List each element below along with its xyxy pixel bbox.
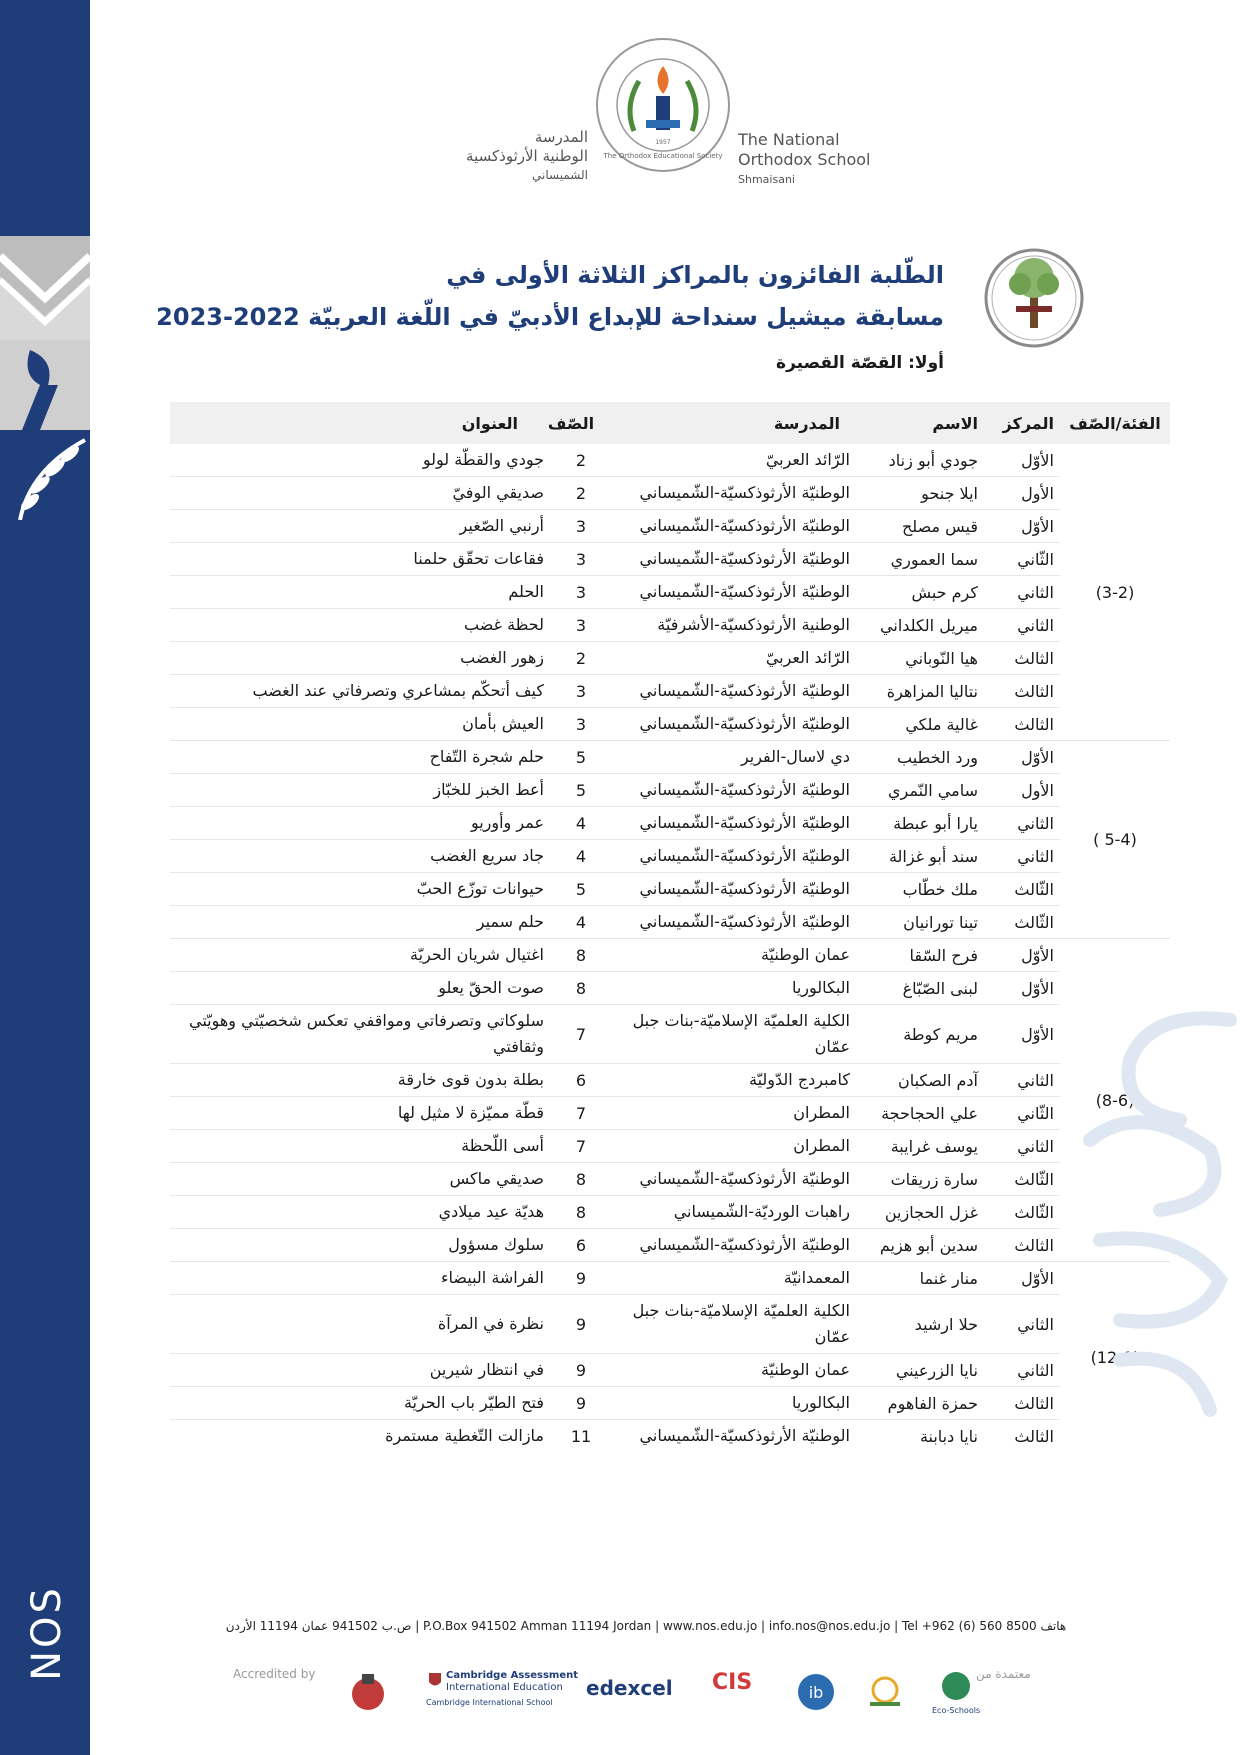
table-row [170,609,1060,642]
grade-cell: 8 [575,1169,587,1189]
table-group [170,740,1170,938]
table-group [170,938,1170,1261]
rank-cell: الأوّل [1021,516,1054,536]
rank-cell: الأول [1021,780,1054,800]
rank-cell: الثاني [1017,1070,1054,1090]
title-cell: بطلة بدون قوى خارقة [397,1070,544,1089]
table-row [170,939,1060,972]
name-cell: يارا أبو عبطة [893,813,978,833]
jordan-emblem-icon [348,1670,388,1716]
table-row [170,873,1060,906]
sidebar-chevron-block [0,236,90,340]
name-cell: سامي النّمري [887,780,978,800]
grade-cell: 8 [575,945,587,965]
grade-cell: 3 [575,714,587,734]
cambridge-logo-line1: Cambridge Assessment [446,1670,579,1681]
grade-cell: 5 [575,747,587,767]
title-cell: أعط الخبز للخبّاز [433,780,544,799]
grade-cell: 5 [575,879,587,899]
rank-cell: الثاني [1017,813,1054,833]
school-cell: الوطنيّة الأرثوذكسيّة-الشّميساني [639,846,850,865]
table-row [170,642,1060,675]
name-cell: نايا دبابنة [919,1426,978,1446]
school-cell: راهبات الورديّة-الشّميساني [673,1202,850,1221]
rank-cell: الثالث [1014,648,1054,668]
table-row [170,1130,1060,1163]
school-cell: المطران [793,1103,850,1122]
table-row [170,1163,1060,1196]
school-cell: عمان الوطنيّة [760,945,850,964]
title-cell: جاد سريع الغضب [430,846,544,865]
name-cell: سما العموري [890,549,978,569]
group-label: (12-9) [1090,1347,1140,1367]
name-cell: غالية ملكي [905,714,978,734]
eco-schools-label: Eco-Schools [932,1706,981,1715]
svg-text:1957: 1957 [655,139,671,146]
accredited-by-label-arabic: معتمدة من [976,1667,1031,1681]
school-cell: الوطنيّة الأرثوذكسيّة-الشّميساني [639,912,850,931]
rank-cell: الثاني [1017,1360,1054,1380]
name-cell: منار غنما [919,1268,978,1288]
school-cell: الكلية العلميّة الإسلاميّة-بنات جبل عمّان [632,1301,850,1346]
name-cell: غزل الحجازين [884,1202,978,1222]
cambridge-logo-line3: Cambridge International School [426,1698,553,1707]
school-cell: الوطنيّة الأرثوذكسيّة-الشّميساني [639,813,850,832]
title-cell: حلم سمير [476,912,544,931]
name-cell: هيا النّوباني [905,648,978,668]
rank-cell: الثّاني [1017,1103,1054,1123]
table-row [170,807,1060,840]
title-cell: الفراشة البيضاء [440,1268,544,1287]
header-rank: المركز [1002,413,1054,433]
title-cell: اغتيال شريان الحريّة [410,945,544,964]
school-name-english: The National Orthodox School Shmaisani [738,130,871,186]
header-name: الاسم [932,413,978,433]
grade-cell: 3 [575,615,587,635]
rank-cell: الثّاني [1017,549,1054,569]
table-body [170,444,1170,1452]
title-cell: أرنبي الصّغير [459,516,544,535]
table-row [170,972,1060,1005]
school-cell: الرّائد العربيّ [765,648,850,667]
table-row [170,1229,1060,1261]
rank-cell: الثّالث [1014,879,1054,899]
rank-cell: الثالث [1014,681,1054,701]
grade-cell: 9 [575,1393,587,1413]
table-row [170,1196,1060,1229]
grade-cell: 3 [575,516,587,536]
rank-cell: الأول [1021,483,1054,503]
name-cell: فرح السّقا [909,945,978,965]
rank-cell: الأوّل [1021,1024,1054,1044]
rank-cell: الثاني [1017,615,1054,635]
rank-cell: الثاني [1017,1136,1054,1156]
name-cell: حلا ارشيد [914,1314,978,1334]
edexcel-logo: edexcel [586,1676,673,1700]
grade-cell: 9 [575,1360,587,1380]
name-cell: ورد الخطيب [897,747,978,767]
name-cell: نايا الزرعيني [895,1360,978,1380]
rank-cell: الثّالث [1014,912,1054,932]
name-cell: ايلا جنحو [921,483,978,503]
grade-cell: 2 [575,483,587,503]
group-label: (8-6) [1095,1090,1135,1110]
title-cell: أسى اللّحظة [461,1136,544,1155]
school-cell: الوطنيّة الأرثوذكسيّة-الشّميساني [639,1169,850,1188]
title-cell: في انتظار شيرين [429,1360,544,1379]
table-row [170,774,1060,807]
school-cell: الكلية العلميّة الإسلاميّة-بنات جبل عمّان [632,1011,850,1056]
school-cell: الوطنيّة الأرثوذكسيّة-الشّميساني [639,780,850,799]
title-cell: قطّة مميّزة لا مثيل لها [397,1103,544,1122]
school-cell: الوطنيّة الأرثوذكسيّة-الشّميساني [639,549,850,568]
laurel-icon [0,430,90,520]
table-row [170,1354,1060,1387]
header-grade: الصّف [547,413,595,433]
rank-cell: الأوّل [1021,450,1054,470]
school-cell: البكالوريا [791,1393,850,1412]
group-rows [170,444,1060,740]
table-row [170,1295,1060,1354]
school-cell: الوطنيّة الأرثوذكسيّة-الشّميساني [639,582,850,601]
ib-logo-icon [796,1672,836,1712]
svg-text:ib: ib [808,1683,824,1702]
title-cell: لحظة غضب [464,615,544,634]
sidebar [0,0,90,1755]
table-row [170,576,1060,609]
title-cell: عمر وأوريو [470,813,544,832]
group-rows [170,939,1060,1261]
title-cell: صديقي ماكس [449,1169,544,1188]
title-cell: حلم شجرة التّفاح [429,747,544,766]
school-cell: عمان الوطنيّة [760,1360,850,1379]
accreditation-logos [348,1670,988,1722]
rank-cell: الثاني [1017,1314,1054,1334]
school-cell: الوطنيّة الأرثوذكسيّة-الشّميساني [639,879,850,898]
title-cell: نظرة في المرآة [437,1314,544,1333]
rank-cell: الثالث [1014,1393,1054,1413]
title-cell: فتح الطيّر باب الحريّة [403,1393,544,1412]
school-name-arabic: المدرسة الوطنية الأرثوذكسية الشميساني [466,128,588,182]
title-cell: صوت الحقّ يعلو [438,978,544,997]
title-cell: زهور الغضب [460,648,544,667]
grade-cell: 11 [570,1426,592,1446]
header-group: الفئة/الصّف [1069,413,1161,433]
name-cell: سدين أبو هزيم [879,1235,978,1255]
grade-cell: 6 [575,1235,587,1255]
name-cell: كرم حبش [911,582,978,602]
title-cell: حيوانات توزّع الحبّ [416,879,544,898]
title-cell: هديّة عيد ميلادي [438,1202,544,1221]
rank-cell: الثّالث [1014,1169,1054,1189]
school-cell: المعمدانيّة [783,1268,850,1287]
rank-cell: الثالث [1014,714,1054,734]
cis-logo: CIS [712,1670,753,1695]
table-row [170,741,1060,774]
grade-cell: 2 [575,648,587,668]
accredited-by-label: Accredited by [233,1667,316,1681]
name-cell: ميريل الكلداني [880,615,978,635]
svg-text:The Orthodox Educational Socie: The Orthodox Educational Society [603,152,723,160]
header-title: العنوان [461,413,518,433]
school-cell: الوطنية الأرثوذكسيّة-الأشرفيّة [657,615,850,634]
name-cell: سارة زريقات [890,1169,978,1189]
school-cell: الوطنيّة الأرثوذكسيّة-الشّميساني [639,1426,850,1445]
name-cell: حمزة الفاهوم [887,1393,978,1413]
title-cell: مازالت التّغطية مستمرة [385,1426,544,1445]
table-group [170,1261,1170,1452]
chevron-icon [0,236,90,340]
name-cell: علي الحجاحجة [881,1103,978,1123]
grade-cell: 8 [575,978,587,998]
rank-cell: الأوّل [1021,747,1054,767]
rank-cell: الثالث [1014,1235,1054,1255]
title-cell: كيف أتحكّم بمشاعري وتصرفاتي عند الغضب [252,681,544,700]
cambridge-shield-icon [428,1672,442,1690]
grade-cell: 8 [575,1202,587,1222]
grade-cell: 4 [575,912,587,932]
sidebar-torch-block [0,340,90,430]
grade-cell: 5 [575,780,587,800]
table-row [170,1097,1060,1130]
school-cell: كامبردج الدّوليّة [749,1070,850,1089]
grade-cell: 4 [575,813,587,833]
sidebar-laurel-block [0,430,90,520]
group-label: ( 5-4) [1093,830,1137,849]
grade-cell: 3 [575,681,587,701]
school-cell: المطران [793,1136,850,1155]
name-cell: آدم الصكبان [897,1070,978,1090]
table-row [170,444,1060,477]
torch-icon [0,340,90,430]
grade-cell: 2 [575,450,587,470]
table-row [170,1064,1060,1097]
table-row [170,675,1060,708]
table-row [170,510,1060,543]
grade-cell: 7 [575,1103,587,1123]
name-cell: جودي أبو زناد [888,450,978,470]
title-cell: العيش بأمان [462,714,544,733]
rank-cell: الأوّل [1021,978,1054,998]
name-cell: قيس مصلح [901,516,978,536]
page-title: الطّلبة الفائزون بالمراكز الثلاثة الأولى في مسابقة ميشيل سنداحة للإبداع الأدبيّ في اللّغة العربيّة 2022-2023 [156,261,944,331]
rank-cell: الثاني [1017,582,1054,602]
school-cell: الوطنيّة الأرثوذكسيّة-الشّميساني [639,516,850,535]
section-title: أولا: القصّة القصيرة [776,353,944,373]
table-group [170,444,1170,740]
name-cell: لبنى الصّبّاغ [902,978,978,998]
group-label: (3-2) [1095,582,1135,602]
header-school: المدرسة [773,413,840,433]
table-row [170,906,1060,938]
table-row [170,477,1060,510]
table-row [170,708,1060,740]
name-cell: مريم كوطة [903,1024,978,1044]
school-cell: البكالوريا [791,978,850,997]
grade-cell: 4 [575,846,587,866]
table-row [170,1005,1060,1064]
grade-cell: 7 [575,1136,587,1156]
school-cell: الوطنيّة الأرثوذكسيّة-الشّميساني [639,483,850,502]
table-row [170,1262,1060,1295]
winners-table [170,402,1170,1452]
competition-tree-logo [984,242,1084,354]
rank-cell: الثاني [1017,846,1054,866]
cambridge-logo-line2: International Education [446,1682,563,1693]
society-crest-logo [594,36,732,174]
school-cell: الرّائد العربيّ [765,450,850,469]
grade-cell: 9 [575,1268,587,1288]
grade-cell: 3 [575,582,587,602]
brand-nos: NOS [24,1585,70,1681]
name-cell: يوسف غرايبة [890,1136,978,1156]
name-cell: سند أبو غزالة [888,846,978,866]
group-rows [170,1262,1060,1452]
eco-schools-icon [936,1670,976,1704]
grade-cell: 7 [575,1024,587,1044]
green-schools-icon [860,1672,910,1712]
title-cell: سلوكاتي وتصرفاتي ومواقفي تعكس شخصيّتي وهويّتي وثقافتي [188,1011,544,1056]
group-rows [170,741,1060,938]
rank-cell: الأوّل [1021,1268,1054,1288]
school-cell: دي لاسال-الفرير [740,747,850,766]
rank-cell: الثالث [1014,1426,1054,1446]
rank-cell: الثّالث [1014,1202,1054,1222]
title-cell: جودي والقطّة لولو [422,450,544,469]
table-row [170,1420,1060,1452]
name-cell: نتاليا المزاهرة [886,681,978,701]
school-cell: الوطنيّة الأرثوذكسيّة-الشّميساني [639,1235,850,1254]
school-cell: الوطنيّة الأرثوذكسيّة-الشّميساني [639,714,850,733]
grade-cell: 9 [575,1314,587,1334]
title-cell: الحلم [508,582,544,601]
name-cell: تينا تورانيان [903,912,978,932]
contact-footer: ص.ب 941502 عمان 11194 الأردن | P.O.Box 941502 Amman 11194 Jordan | www.nos.edu.jo | info.nos@nos.edu.jo | Tel +962 (6) 560 8500 هاتف [225,1619,1067,1633]
table-header [170,402,1170,444]
grade-cell: 6 [575,1070,587,1090]
title-cell: صديقي الوفيّ [452,483,544,502]
table-row [170,543,1060,576]
table-row [170,1387,1060,1420]
grade-cell: 3 [575,549,587,569]
table-row [170,840,1060,873]
name-cell: ملك خطّاب [902,879,978,899]
title-cell: فقاعات تحقّق حلمنا [413,549,544,568]
title-cell: سلوك مسؤول [448,1235,544,1254]
school-cell: الوطنيّة الأرثوذكسيّة-الشّميساني [639,681,850,700]
rank-cell: الأوّل [1021,945,1054,965]
calligraphy-watermark [1060,1000,1240,1440]
